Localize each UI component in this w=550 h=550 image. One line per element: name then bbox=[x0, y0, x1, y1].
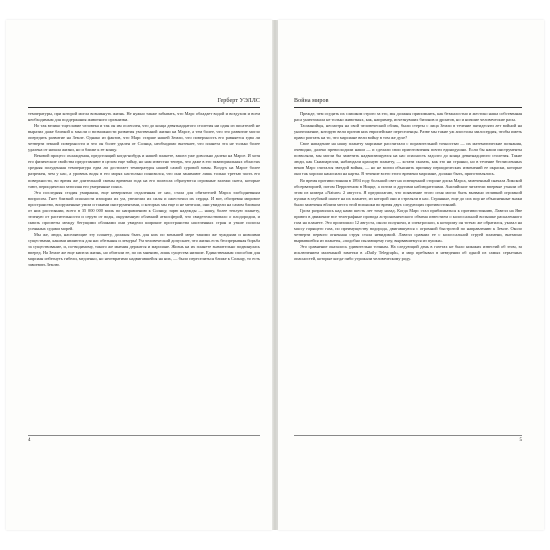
paragraph: Гроза разразилась над нами шесть лет тому назад. Когда Марс стал приближаться к противостоянию, Лавелл на Яве привел в движение все телеграфные провода астрономического обмена известием о колоссальной вспышке раскаленного газа на планете. Это произошло 12 августа, около полуночи, и спектроскоп, к которому он тотчас же обратился, указал на массу горящего газа, по преимуществу водорода, двигавшуюся с огромной быстротой по направлению к Земле. Около четверти первого огненная струя стала невидимой. Лавелл сравнил ее с колоссальной струей пламени, внезапно вырвавшейся из планеты, «подобно пылающему газу, вырвавшемуся из пушки». bbox=[294, 207, 522, 243]
paragraph: Прежде, чем осудить их слишком строго за это, мы должны припомнить, как безжалостно и жестоко наша собственная раса уничтожала не только животных, как, например, исчезнувших бизонов и дронтов, но и низшие человеческие расы. bbox=[294, 111, 522, 123]
page-number-right: 5 bbox=[519, 438, 522, 443]
running-head-right: Война миров bbox=[294, 98, 329, 104]
paragraph: Вековой процесс охлаждения, предстоящий когда-нибудь и нашей планете, зашел уже довольно далеко на Марсе. И хотя его физические свойства представляют в целом еще тайну, но нам известно теперь, что даже в его экваториальных областях средняя полуденная температура едва ли достигает температуры нашей самой суровой зимы. Воздух на Марсе более разрежен, чем у нас, а уровень воды в его морях настолько понизился, что они занимают лишь только третью часть его поверхности, во время же длительной смены времени года на его полюсах образуются огромные залежи снега, которые тают, периодически затопляя его умеренные пояса. bbox=[28, 153, 260, 189]
paragraph: Свое нападение на нашу планету марсиане рассчитали с поразительной точностью — их математические познания, очевидно, далеко превосходили наши — и сделали свои приготовления почти единодушно. Если бы наши инструменты позволяли, мы могли бы заметить надвигающуюся на нас опасность задолго до конца девятнадцатого столетия. Такие люди, как Скиапарелли, наблюдали красную планету, — кстати сказать, как это ни странно, но в течение бесчисленных веков Марс считался звездой войны, — но не могли объяснить причину периодических изменений ее окраски, которые они так хорошо наносили на карты. В течение всего этого времени марсиане, должно быть, приготовлялись. bbox=[294, 141, 522, 177]
right-page bbox=[278, 20, 544, 530]
footer-rule-left bbox=[28, 435, 260, 436]
body-text-left bbox=[28, 111, 260, 268]
paragraph: Тасманийцы, несмотря на свой человеческий облик, были стерты с лица Земли в течение пятидесяти лет войной на уничтожение, которую вели против них европейские переселенцы. Разве мы такие уж апостолы милосердия, чтобы иметь право роптать на то, что марсиане вели войну в том же духе? bbox=[294, 123, 522, 141]
body-text-right bbox=[294, 111, 522, 262]
paragraph: Но так велико тщеславие человека и так он им ослеплен, что до конца девятнадцатого столетия ни один из писателей не выразил даже близкой к мысли о возможности развития умственной жизни на Марсе, а тем более, что это развитие могло опередить развитие на Земле. Однако из фактов, что Марс старше нашей Земли, что поверхность его равняется едва ли четверти земной поверхности и что он более удален от Солнца, необходимо вытекает, что планета эта не только более удалена от начала жизни, но и ближе к ее концу. bbox=[28, 123, 260, 153]
paragraph: Мы же, люди, населяющие эту планету, должны быть для них по меньшей мере такими же чуждыми и низшими существами, какими являются для нас обезьяны и лемуры! Ум человеческий допускает, что жизнь есть беспрерывная борьба за существование, и, по-видимому, такого же мнения держатся и марсиане. Жизнь на их планете значительно подвинулась вперед. На Земле же еще кипела жизнь, но обитали ее, по их мнению, лишь существа низшие. Единственным способом для марсиан избегнуть гибели, медленно, но неотвратимо надвигавшейся на них, — было переселиться ближе к Солнцу, то есть завоевать Землю. bbox=[28, 231, 261, 268]
header-rule-left bbox=[28, 107, 260, 108]
running-head-left: Герберт УЭЛЛС bbox=[217, 98, 260, 104]
left-page bbox=[6, 20, 272, 530]
paragraph: Это сравнение оказалось удивительно точным. На следующий день в газетах не было никаких известий об этом, за исключением маленькой заметки в «Daily Telegraph», и мир пребывал в неведении об одной из самых серьезных опасностей, которые когда-либо угрожали человеческому роду. bbox=[294, 244, 522, 262]
page-number-left: 4 bbox=[28, 438, 31, 443]
header-rule-right bbox=[294, 107, 522, 108]
paragraph: Во время противостояния в 1894 году большой свет на освещенной стороне диска Марса, замеченный сначала Ликской обсерваторией, потом Перротеном в Ницце, а потом и другими наблюдателями. Английские читатели впервые узнали об этом из номера «Nature» 2 августа. Я предполагаю, что появление этого огня могло быть вызвано отливкой огромной пушки в глубокой шахте на их планете, из которой они и стреляли в нас. Странные, еще до сих пор не объясненные знаки были замечены вблизи места этой вспышки во время двух следующих противостояний. bbox=[294, 177, 522, 207]
paragraph: Эта последняя стадия умирания, еще невероятно отдаленная от нас, стала для обитателей Марса злободневным вопросом. Гнет близкой опасности изощрил их ум, увеличил их силы и ожесточил их сердца. И вот, обозревая мировое пространство, вооруженные умом и такими инструментами, о которых мы еще и не мечтали, они увидели на самом близком от них расстоянии, всего в 35 000 000 миль по направлению к Солнцу, зарю надежды — нашу, более теплую планету, зеленую от растительности и серую от воды, окруженную облачной атмосферой, что свидетельствовало о плодородии, и сквозь просветы между бегущими облаками они увидели широкие пространства населенных стран и узкие полосы усеянных судами морей. bbox=[28, 189, 260, 231]
paragraph: температуры, при которой могла возникнуть жизнь. Не нужно также забывать, что Марс обладает водой и воздухом и всем необходимым для поддержания животного организма. bbox=[28, 111, 260, 123]
footer-rule-right bbox=[294, 435, 522, 436]
